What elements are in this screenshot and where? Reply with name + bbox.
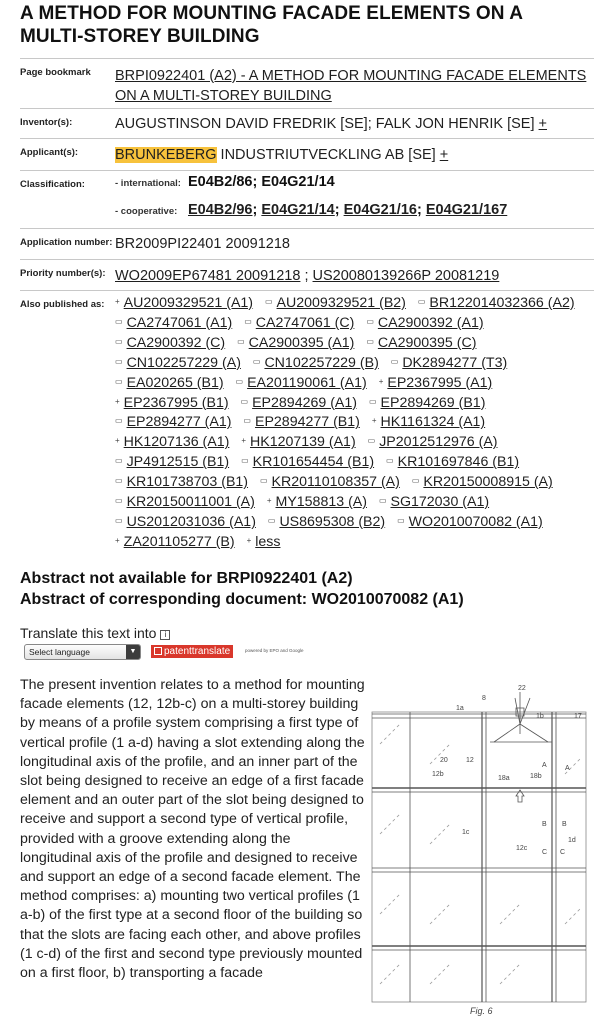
document-icon: ▭ — [378, 496, 387, 506]
publication-item — [243, 414, 363, 430]
publication-item — [115, 295, 257, 311]
publication-link[interactable]: CA2747061 (A1) — [126, 314, 233, 331]
publication-link[interactable]: HK1207139 (A1) — [249, 434, 356, 451]
document-icon: ▭ — [366, 316, 374, 326]
publication-item — [368, 434, 502, 450]
document-icon: ▭ — [115, 356, 123, 366]
document-icon: ▭ — [386, 456, 394, 466]
international-value: E04B2/86; E04G21/14 — [188, 174, 335, 190]
fig-label: 12b — [432, 771, 444, 778]
publication-item — [372, 414, 489, 430]
priority-link[interactable]: WO2009EP67481 20091218 — [115, 268, 301, 284]
fig-6-drawing — [370, 684, 592, 1024]
publication-item — [379, 375, 497, 391]
publication-link[interactable]: ZA201105277 (B) — [123, 533, 235, 550]
application-number-label: Application number: — [20, 237, 113, 248]
translate-row — [20, 625, 170, 641]
abstract-heading — [20, 568, 590, 610]
publication-item — [391, 355, 511, 371]
publication-item — [247, 534, 285, 550]
fig-label: C — [560, 849, 566, 856]
fig-label: A — [565, 765, 570, 772]
applicant-value: INDUSTRIUTVECKLING AB [SE] — [216, 147, 436, 163]
patent-drawing — [370, 684, 592, 1024]
publication-link[interactable]: EA201190061 (A1) — [247, 374, 367, 391]
publication-link[interactable]: CN102257229 (B) — [264, 354, 379, 371]
classification-label: Classification: — [20, 179, 85, 190]
publication-item — [115, 534, 239, 550]
fig-label: 12 — [466, 757, 474, 764]
fig-label: 18b — [530, 773, 542, 780]
info-icon[interactable]: i — [160, 630, 170, 640]
abstract-heading-unavailable: Abstract not available for BRPI0922401 (A2) — [20, 570, 353, 587]
priority-link[interactable]: US20080139266P 20081219 — [312, 268, 500, 284]
publication-link[interactable]: SG172030 (A1) — [390, 494, 490, 511]
document-icon: ▭ — [366, 336, 374, 346]
bookmark-link[interactable]: BRPI0922401 (A2) - A METHOD FOR MOUNTING FACADE ELEMENTS ON A MULTI-STOREY BUILDING — [115, 68, 587, 104]
publication-link[interactable]: EP2894269 (B1) — [380, 394, 486, 411]
publication-link[interactable]: US8695308 (B2) — [279, 513, 386, 530]
publication-item — [265, 295, 410, 311]
document-icon: ▭ — [244, 316, 252, 326]
fig-label: B — [542, 821, 547, 828]
publication-link[interactable]: KR20150011001 (A) — [126, 494, 255, 511]
less-link[interactable]: less — [255, 533, 281, 550]
publication-link[interactable]: WO2010070082 (A1) — [408, 513, 543, 530]
cpc-link[interactable]: E04B2/96 — [188, 202, 253, 218]
publication-item — [241, 395, 361, 411]
publication-link[interactable]: AU2009329521 (B2) — [276, 295, 406, 311]
applicant-label: Applicant(s): — [20, 147, 79, 158]
language-select-value: Select language — [29, 647, 90, 657]
publication-item — [386, 454, 523, 470]
expand-icon: + — [378, 376, 384, 386]
language-select[interactable] — [24, 644, 141, 660]
expand-icon: + — [115, 396, 120, 406]
publication-link[interactable]: MY158813 (A) — [275, 494, 367, 511]
publication-link[interactable]: CA2900392 (C) — [126, 334, 226, 351]
publication-item — [366, 335, 480, 351]
publication-item — [115, 434, 233, 450]
bookmark-row — [20, 58, 594, 108]
publication-link[interactable]: KR101654454 (B1) — [252, 454, 375, 471]
publication-link[interactable]: JP2012512976 (A) — [379, 434, 498, 451]
cpc-link[interactable]: E04G21/16 — [343, 202, 417, 218]
fig-label: 12c — [516, 845, 528, 852]
application-number-value: BR2009PI22401 20091218 — [115, 236, 290, 252]
document-icon: ▭ — [115, 456, 123, 466]
fig-label: 1d — [568, 837, 576, 844]
publication-item — [115, 454, 233, 470]
fig-label: 17 — [574, 713, 582, 720]
publication-link[interactable]: HK1161324 (A1) — [380, 414, 486, 431]
fig-label: 1a — [456, 705, 464, 712]
patenttranslate-text: patenttranslate — [164, 646, 231, 657]
expand-icon: + — [266, 496, 272, 506]
publication-item — [412, 474, 557, 490]
fig-label: 1b — [536, 713, 544, 720]
logo-mark-icon — [154, 647, 162, 655]
document-icon: ▭ — [115, 336, 123, 346]
abstract-heading-corresponding: Abstract of corresponding document: WO2010070082 (A1) — [20, 591, 464, 608]
applicant-row — [20, 138, 594, 170]
fig-label: 20 — [440, 757, 448, 764]
also-published-row — [20, 290, 594, 548]
publication-item — [244, 315, 358, 331]
patenttranslate-logo — [151, 645, 233, 658]
priority-row: Priority number(s): WO2009EP67481 20091218 ; US20080139266P 20081219 — [20, 259, 594, 290]
publication-item — [379, 494, 493, 510]
publication-link[interactable]: BR122014032366 (A2) — [429, 295, 575, 311]
document-icon: ▭ — [237, 336, 245, 346]
publication-link[interactable]: DK2894277 (T3) — [402, 354, 508, 371]
document-icon: ▭ — [411, 476, 420, 486]
cooperative-label: - cooperative: — [115, 206, 178, 217]
page-title: A METHOD FOR MOUNTING FACADE ELEMENTS ON A MULTI-STOREY BUILDING — [20, 3, 523, 47]
document-icon: ▭ — [397, 515, 405, 525]
document-icon: ▭ — [241, 456, 249, 466]
expand-icon: + — [115, 297, 120, 306]
document-icon: ▭ — [115, 515, 123, 525]
publication-item — [115, 395, 233, 411]
expand-icon: + — [115, 436, 120, 446]
document-icon: ▭ — [252, 356, 261, 366]
publication-link[interactable]: KR20150008915 (A) — [423, 474, 553, 491]
document-icon: ▭ — [243, 416, 251, 426]
fig-label: C — [542, 849, 548, 856]
cpc-link[interactable]: E04G21/167 — [425, 202, 508, 218]
publication-item — [418, 295, 579, 311]
publication-link[interactable]: CA2900395 (C) — [377, 334, 477, 351]
publication-item — [260, 474, 404, 490]
publication-link[interactable]: EP2894269 (A1) — [252, 394, 357, 411]
publication-link[interactable]: EP2367995 (B1) — [123, 394, 229, 411]
inventor-value: AUGUSTINSON DAVID FREDRIK [SE]; FALK JON HENRIK [SE] — [115, 116, 535, 132]
cooperative-classification: - cooperative: E04B2/96; E04G21/14; E04G21/16; E04G21/167 — [115, 202, 508, 218]
classification-row — [20, 170, 594, 228]
document-icon: ▭ — [115, 496, 123, 506]
expand-icon: + — [115, 535, 120, 545]
publication-link[interactable]: CA2900392 (A1) — [377, 314, 484, 331]
cpc-link[interactable]: E04G21/14 — [261, 202, 335, 218]
priority-label: Priority number(s): — [20, 268, 106, 279]
fig-label: 1c — [462, 829, 470, 836]
document-icon: ▭ — [390, 356, 399, 366]
publication-item — [115, 355, 245, 371]
fig-label: B — [562, 821, 567, 828]
publication-item — [366, 315, 487, 331]
fig-label: 8 — [482, 695, 486, 702]
document-icon: ▭ — [115, 316, 123, 326]
document-icon: ▭ — [264, 297, 273, 306]
publication-link[interactable]: EA020265 (B1) — [126, 374, 224, 391]
document-icon: ▭ — [235, 376, 244, 386]
publication-link[interactable]: KR20110108357 (A) — [271, 474, 400, 491]
document-icon: ▭ — [368, 396, 377, 406]
bibliographic-data — [20, 58, 594, 548]
publication-item — [268, 514, 389, 530]
publication-link[interactable]: KR101738703 (B1) — [126, 474, 249, 491]
document-icon: ▭ — [115, 416, 123, 426]
chevron-down-icon: ▼ — [126, 645, 140, 659]
publication-link[interactable]: CN102257229 (A) — [126, 354, 241, 371]
bookmark-label: Page bookmark — [20, 67, 91, 78]
publication-link[interactable]: KR101697846 (B1) — [397, 454, 520, 471]
application-number-row — [20, 228, 594, 259]
inventor-expand-link[interactable]: + — [538, 116, 548, 132]
publication-item — [237, 335, 358, 351]
fig-label: A — [542, 762, 547, 769]
publication-item — [369, 395, 489, 411]
publication-link[interactable]: US2012031036 (A1) — [126, 513, 256, 530]
publication-item — [115, 315, 236, 331]
publication-link[interactable]: EP2894277 (B1) — [254, 414, 360, 431]
publication-item — [115, 414, 235, 430]
expand-icon: + — [371, 416, 377, 426]
document-icon: ▭ — [115, 376, 123, 386]
document-icon: ▭ — [259, 476, 268, 486]
publication-link[interactable]: EP2894277 (A1) — [126, 414, 232, 431]
publication-item — [236, 375, 371, 391]
international-label: - international: — [115, 178, 181, 189]
publication-link[interactable]: JP4912515 (B1) — [126, 454, 230, 471]
publication-item — [115, 514, 260, 530]
publication-item — [115, 494, 259, 510]
publication-link[interactable]: AU2009329521 (A1) — [123, 295, 254, 311]
fig-label: 22 — [518, 685, 526, 692]
figure-caption: Fig. 6 — [470, 1006, 493, 1016]
publication-item — [253, 355, 383, 371]
publication-link[interactable]: CA2900395 (A1) — [248, 334, 355, 351]
document-icon: ▭ — [115, 476, 123, 486]
also-published-list — [115, 291, 594, 552]
international-classification — [20, 171, 594, 201]
applicant-highlight: BRUNKEBERG — [115, 147, 217, 163]
publication-item — [115, 474, 252, 490]
document-icon: ▭ — [417, 297, 426, 306]
document-icon: ▭ — [240, 396, 249, 406]
publication-item — [115, 335, 229, 351]
powered-by-text: powered by EPO and Google — [245, 648, 304, 653]
also-published-label: Also published as: — [20, 299, 105, 310]
publication-item — [241, 454, 378, 470]
abstract-text: The present invention relates to a method for mounting facade elements (12, 12b-c) on a multi-storey building by means of a profile system comprising a first type of vertical profile (1 a-d) having a slot extending along the longitudinal axis of the profile, and an inner part of the slot being designed to receive an edge of a first facade element and an outer part of the slot being designed to receive and support a second type of vertical profile, provided with a groove extending along the longitudinal axis of the profile and designed to receive and support an edge of a second facade element. The method comprises: a) mounting two vertical profiles (1 a-b) of the first type at a second floor of the building so that the slots are facing each other, and above profiles (1 c-d) of the first and second type previously mounted on a first floor, b) transporting a facade — [20, 677, 365, 982]
translate-label: Translate this text into — [20, 625, 157, 641]
fig-label: 18a — [498, 775, 510, 782]
inventor-row — [20, 108, 594, 138]
publication-link[interactable]: CA2747061 (C) — [255, 314, 355, 331]
publication-item — [397, 514, 547, 530]
publication-link[interactable]: EP2367995 (A1) — [387, 374, 493, 391]
expand-icon: + — [241, 436, 246, 446]
publication-item — [115, 375, 228, 391]
inventor-label: Inventor(s): — [20, 117, 73, 128]
expand-icon: + — [246, 535, 252, 545]
publication-link[interactable]: HK1207136 (A1) — [123, 434, 230, 451]
publication-item — [241, 434, 359, 450]
applicant-expand-link[interactable]: + — [439, 147, 449, 163]
document-icon: ▭ — [367, 436, 376, 446]
publication-item — [267, 494, 371, 510]
document-icon: ▭ — [267, 515, 276, 525]
